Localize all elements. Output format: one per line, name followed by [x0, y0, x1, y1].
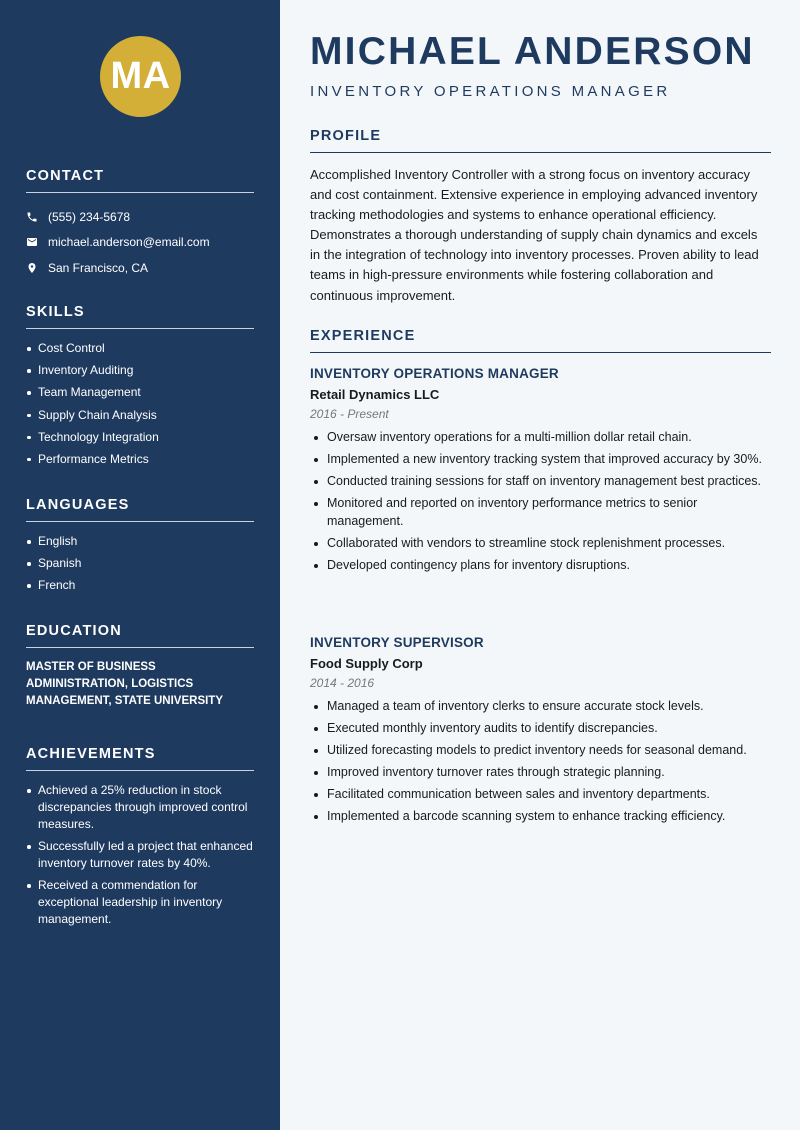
education-heading: EDUCATION [26, 623, 254, 648]
phone-text: (555) 234-5678 [48, 209, 131, 224]
candidate-name: MICHAEL ANDERSON [310, 30, 755, 73]
profile-section [310, 128, 771, 306]
skill-item: Performance Metrics [26, 451, 254, 468]
language-item: Spanish [26, 555, 254, 572]
contact-email [26, 230, 254, 256]
job-bullet: Implemented a barcode scanning system to enhance tracking efficiency. [310, 808, 771, 826]
avatar-initials: MA [110, 55, 171, 97]
skill-item: Cost Control [26, 340, 254, 357]
job-bullet: Facilitated communication between sales and inventory departments. [310, 786, 771, 804]
job-bullet: Conducted training sessions for staff on inventory management best practices. [310, 473, 771, 491]
skills-heading: SKILLS [26, 304, 254, 329]
contact-heading: CONTACT [26, 168, 254, 193]
sidebar [0, 0, 280, 1130]
skill-item: Supply Chain Analysis [26, 407, 254, 424]
avatar [100, 36, 181, 117]
job-title: INVENTORY SUPERVISOR [310, 635, 484, 650]
experience-heading: EXPERIENCE [310, 328, 771, 353]
job-bullet: Executed monthly inventory audits to identify discrepancies. [310, 720, 771, 738]
job-company: Food Supply Corp [310, 656, 423, 671]
achievements-section [26, 746, 254, 934]
skill-item: Team Management [26, 384, 254, 401]
profile-text: Accomplished Inventory Controller with a strong focus on inventory accuracy and cost containment. Extensive experience in employing advanced inventory tracking methodologies and systems to enhance operational efficiency. Demonstrates a thorough understanding of supply chain dynamics and excels in the integration of technology into inventory processes. Proven ability to lead teams in high-pressure environments while fostering collaboration and continuous improvement. [310, 167, 759, 303]
skill-item: Inventory Auditing [26, 362, 254, 379]
job-bullet: Oversaw inventory operations for a multi-million dollar retail chain. [310, 429, 771, 447]
location-text: San Francisco, CA [48, 260, 149, 275]
job-dates: 2016 - Present [310, 407, 389, 421]
job-entry [310, 635, 771, 831]
achievements-heading: ACHIEVEMENTS [26, 746, 254, 771]
job-bullet: Implemented a new inventory tracking system that improved accuracy by 30%. [310, 451, 771, 469]
job-company: Retail Dynamics LLC [310, 387, 440, 402]
email-icon [26, 236, 48, 248]
profile-heading: PROFILE [310, 128, 771, 153]
job-bullet: Managed a team of inventory clerks to ensure accurate stock levels. [310, 698, 771, 716]
languages-section [26, 497, 254, 600]
job-dates: 2014 - 2016 [310, 676, 375, 690]
job-entry [310, 366, 771, 579]
candidate-job-title: INVENTORY OPERATIONS MANAGER [310, 83, 671, 100]
job-title: INVENTORY OPERATIONS MANAGER [310, 366, 559, 381]
location-pin-icon [26, 262, 48, 274]
skills-section [26, 304, 254, 473]
language-item: English [26, 533, 254, 550]
email-text: michael.anderson@email.com [48, 235, 210, 250]
language-item: French [26, 577, 254, 594]
contact-location [26, 255, 254, 281]
education-section [26, 623, 254, 710]
languages-heading: LANGUAGES [26, 497, 254, 522]
job-bullet: Improved inventory turnover rates through strategic planning. [310, 764, 771, 782]
job-bullet: Developed contingency plans for inventory disruptions. [310, 557, 771, 575]
achievement-item: Achieved a 25% reduction in stock discrepancies through improved control measures. [26, 782, 254, 833]
job-bullet: Collaborated with vendors to streamline stock replenishment processes. [310, 535, 771, 553]
contact-section [26, 168, 254, 281]
phone-icon [26, 211, 48, 223]
contact-phone [26, 204, 254, 230]
job-bullet: Utilized forecasting models to predict inventory needs for seasonal demand. [310, 742, 771, 760]
achievement-item: Successfully led a project that enhanced inventory turnover rates by 40%. [26, 838, 254, 872]
job-bullet: Monitored and reported on inventory performance metrics to senior management. [310, 495, 771, 530]
achievement-item: Received a commendation for exceptional leadership in inventory management. [26, 877, 254, 928]
experience-section [310, 328, 771, 353]
skill-item: Technology Integration [26, 429, 254, 446]
education-degree: MASTER OF BUSINESS ADMINISTRATION, LOGISTICS MANAGEMENT, STATE UNIVERSITY [26, 661, 223, 707]
